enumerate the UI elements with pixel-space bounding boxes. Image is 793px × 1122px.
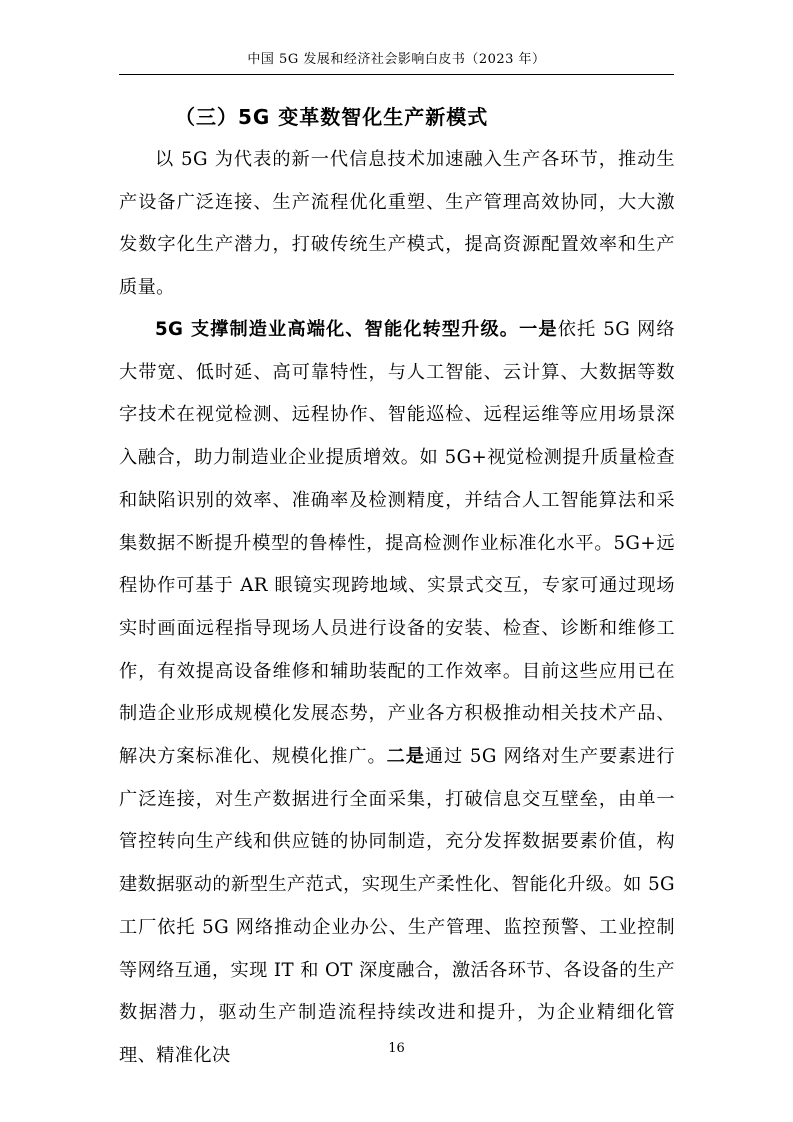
page-number: 16 xyxy=(388,1041,405,1056)
point-text-second: 通过 5G 网络对生产要素进行广泛连接，对生产数据进行全面采集，打破信息交互壁垒，由单一管控转向生产线和供应链的协同制造，充分发挥数据要素价值，构建数据驱动的新型生产范式，实现生产柔性化、智能化升级。如 5G 工厂依托 5G 网络推动企业办公、生产管理、监控预警、工业控制等网络互通，实现 IT 和 OT 深度融合，激活各环节、各设备的生产数据潜力，驱动生产制造流程持续改进和提升，为企业精细化管理、精准化决 xyxy=(119,746,675,1066)
point-marker-second: 二是 xyxy=(386,746,425,768)
point-text-first: 依托 5G 网络大带宽、低时延、高可靠特性，与人工智能、云计算、大数据等数字技术在视觉检测、远程协作、智能巡检、远程运维等应用场景深入融合，助力制造业企业提质增效。如 5G+视觉检测提升质量检查和缺陷识别的效率、准确率及检测精度，并结合人工智能算法和采集数据不断提升模型的鲁棒性，提高检测作业标准化水平。5G+远程协作可基于 AR 眼镜实现跨地域、实景式交互，专家可通过现场实时画面远程指导现场人员进行设备的安装、检查、诊断和维修工作，有效提高设备维修和辅助装配的工作效率。目前这些应用已在制造企业形成规模化发展态势，产业各方积极推动相关技术产品、解决方案标准化、规模化推广。 xyxy=(119,319,675,768)
running-header: 中国 5G 发展和经济社会影响白皮书（2023 年） xyxy=(247,52,546,67)
point-marker-first: 一是 xyxy=(519,319,558,340)
paragraph-intro: 以 5G 为代表的新一代信息技术加速融入生产各环节，推动生产设备广泛连接、生产流程优化重塑、生产管理高效协同，大大激发数字化生产潜力，打破传统生产模式，提高资源配置效率和生产质量。 xyxy=(119,149,675,299)
paragraph-lead-sentence: 5G 支撑制造业高端化、智能化转型升级。 xyxy=(155,319,520,340)
header-divider xyxy=(119,74,674,75)
paragraph-manufacturing xyxy=(119,309,675,1078)
section-heading: （三）5G 变革数智化生产新模式 xyxy=(175,105,489,129)
